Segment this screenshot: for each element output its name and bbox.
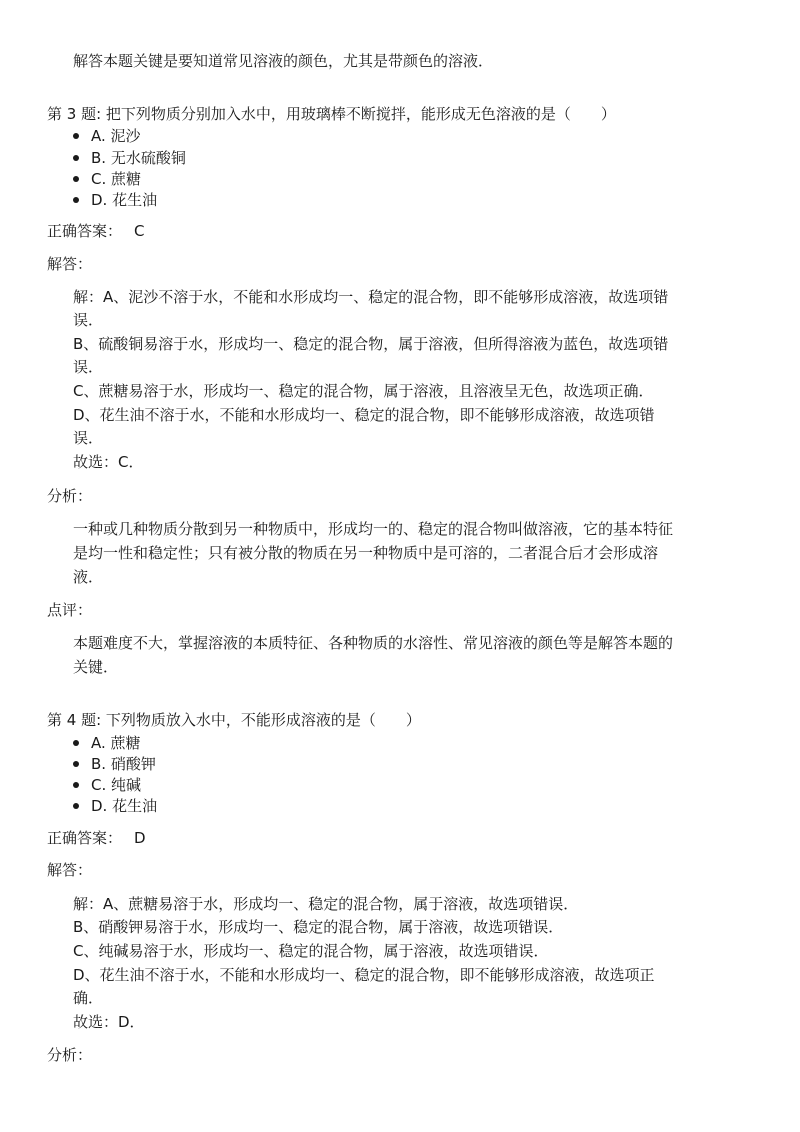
- q4-option-a: A. 蔗糖: [73, 732, 141, 754]
- bullet-icon: [73, 155, 79, 161]
- q4-solution-line: 确．: [73, 989, 104, 1007]
- bullet-icon: [73, 740, 79, 746]
- q3-option-d: D. 花生油: [73, 189, 157, 211]
- q4-solution-line: B、硝酸钾易溶于水，形成均一、稳定的混合物，属于溶液，故选项错误．: [73, 918, 564, 936]
- q4-option-c: C. 纯碱: [73, 774, 141, 796]
- q4-solution-line: 解：A、蔗糖易溶于水，形成均一、稳定的混合物，属于溶液，故选项错误．: [73, 895, 579, 913]
- bullet-icon: [73, 133, 79, 139]
- prev-comment-text: 解答本题关键是要知道常见溶液的颜色，尤其是带颜色的溶液．: [73, 52, 494, 70]
- q4-option-d: D. 花生油: [73, 795, 157, 817]
- q3-solution-line: D、花生油不溶于水，不能和水形成均一、稳定的混合物，即不能够形成溶液，故选项错: [73, 406, 655, 424]
- q4-question: 第 4 题: 下列物质放入水中，不能形成溶液的是（ ）: [47, 711, 421, 729]
- q3-solution-label: 解答：: [47, 255, 93, 273]
- q4-analysis-label: 分析：: [47, 1046, 93, 1064]
- bullet-icon: [73, 176, 79, 182]
- q4-solution-line: C、纯碱易溶于水，形成均一、稳定的混合物，属于溶液，故选项错误．: [73, 942, 549, 960]
- q3-solution-line: 故选：C．: [73, 453, 144, 471]
- q4-solution-line: D、花生油不溶于水，不能和水形成均一、稳定的混合物，即不能够形成溶液，故选项正: [73, 966, 655, 984]
- q3-analysis-line: 液．: [73, 568, 104, 586]
- q3-analysis-label: 分析：: [47, 487, 93, 505]
- q3-analysis-line: 一种或几种物质分散到另一种物质中，形成均一的、稳定的混合物叫做溶液，它的基本特征: [73, 520, 674, 538]
- q3-solution-line: 解：A、泥沙不溶于水，不能和水形成均一、稳定的混合物，即不能够形成溶液，故选项错: [73, 288, 669, 306]
- q3-option-b: B. 无水硫酸铜: [73, 147, 186, 169]
- q3-comment-line: 本题难度不大，掌握溶液的本质特征、各种物质的水溶性、常见溶液的颜色等是解答本题的: [73, 634, 674, 652]
- q3-analysis-line: 是均一性和稳定性；只有被分散的物质在另一种物质中是可溶的，二者混合后才会形成溶: [73, 544, 659, 562]
- q3-answer-value: C: [134, 222, 145, 240]
- q3-solution-line: 误．: [73, 358, 104, 376]
- bullet-icon: [73, 761, 79, 767]
- q4-option-b: B. 硝酸钾: [73, 753, 156, 775]
- q3-question: 第 3 题: 把下列物质分别加入水中，用玻璃棒不断搅拌，能形成无色溶液的是（ ）: [47, 105, 616, 123]
- bullet-icon: [73, 782, 79, 788]
- q3-option-c: C. 蔗糖: [73, 168, 141, 190]
- q4-answer: 正确答案： D: [47, 829, 146, 847]
- q3-comment-label: 点评：: [47, 601, 93, 619]
- q3-comment-line: 关键．: [73, 658, 119, 676]
- q3-solution-line: 误．: [73, 311, 104, 329]
- q3-answer: 正确答案： C: [47, 222, 145, 240]
- q3-solution-line: B、硫酸铜易溶于水，形成均一、稳定的混合物，属于溶液，但所得溶液为蓝色，故选项错: [73, 335, 669, 353]
- q4-solution-line: 故选：D．: [73, 1013, 145, 1031]
- q4-answer-value: D: [134, 829, 146, 847]
- q3-solution-line: 误．: [73, 429, 104, 447]
- bullet-icon: [73, 197, 79, 203]
- bullet-icon: [73, 803, 79, 809]
- q3-option-a: A. 泥沙: [73, 125, 141, 147]
- q4-solution-label: 解答：: [47, 861, 93, 879]
- q3-solution-line: C、蔗糖易溶于水，形成均一、稳定的混合物，属于溶液，且溶液呈无色，故选项正确．: [73, 382, 654, 400]
